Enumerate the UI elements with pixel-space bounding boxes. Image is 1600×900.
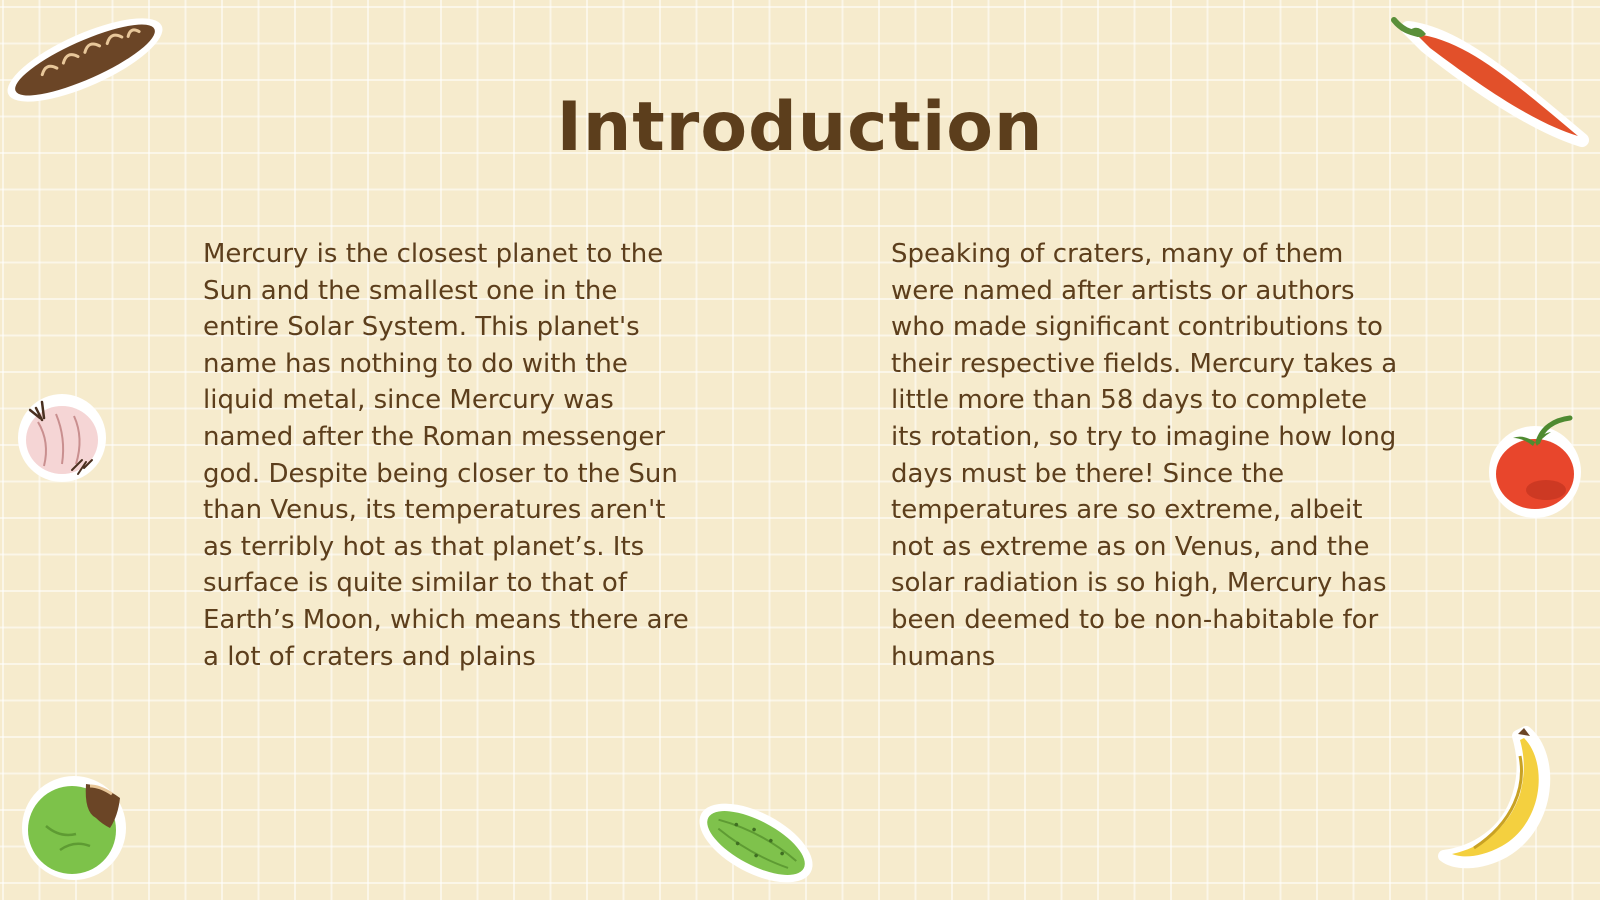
baguette-icon — [0, 8, 170, 113]
tomato-icon — [1480, 410, 1590, 520]
cucumber-icon — [690, 796, 822, 890]
slide-title: Introduction — [556, 88, 1044, 167]
banana-icon — [1434, 726, 1564, 876]
text-column-left: Mercury is the closest planet to the Sun and the smallest one in the entire Solar System. This planet's name has nothing to do with the liquid metal, since Mercury was named after the Roman messenger god. Despite being closer to the Sun than Venus, its temperatures aren't as terribly hot as that planet’s. Its surface is quite similar to that of Earth’s Moon, which means there are a lot of craters and plains — [203, 239, 689, 672]
text-column-right: Speaking of craters, many of them were named after artists or authors who made significant contributions to their respective fields. Mercury takes a little more than 58 days to complete its rotation, so try to imagine how long days must be there! Since the temperatures are so extreme, albeit not as extreme as on Venus, and the solar radiation is so high, Mercury has been deemed to be non-habitable for humans — [891, 239, 1398, 672]
garlic-icon — [12, 388, 112, 484]
lettuce-icon — [16, 764, 136, 884]
chili-pepper-icon — [1386, 6, 1600, 156]
